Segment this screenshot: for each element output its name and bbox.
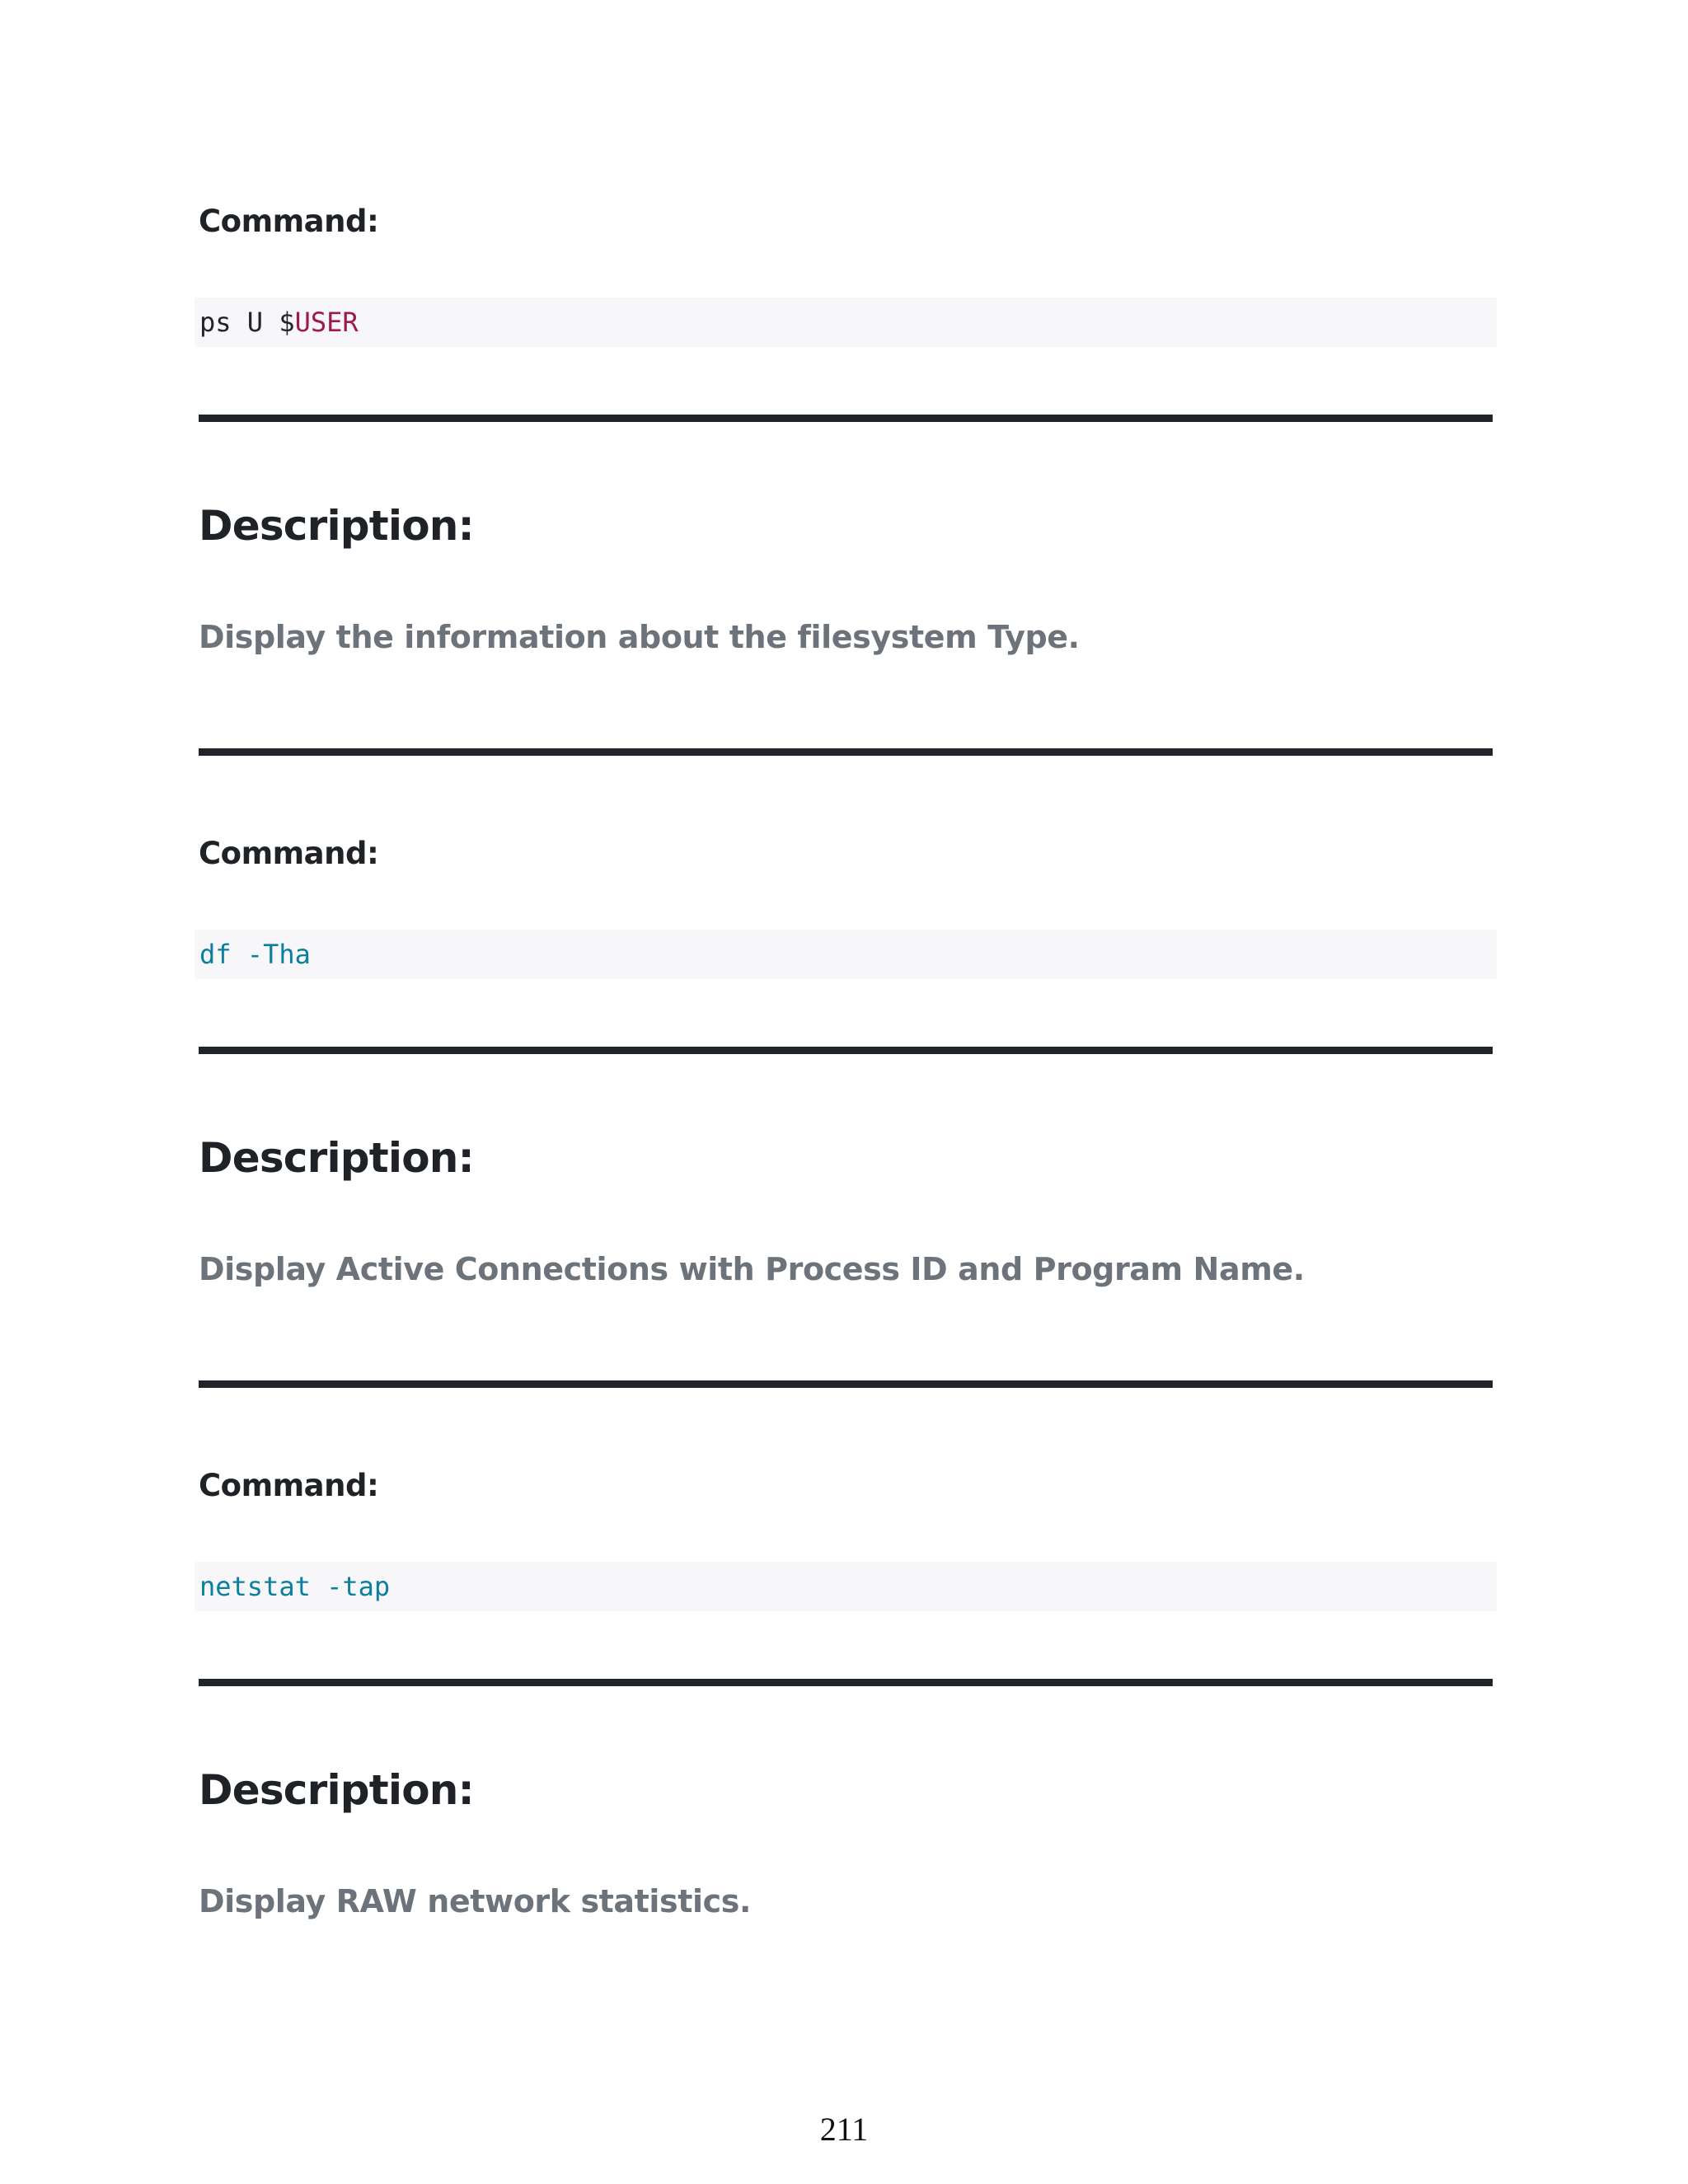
code-block [195, 298, 1497, 347]
code-block [195, 1562, 1497, 1611]
description-heading: Description: [199, 1134, 474, 1182]
code-variable: USER [294, 307, 359, 338]
horizontal-rule [199, 415, 1493, 422]
description-text: Display the information about the filesystem Type. [199, 619, 1080, 655]
command-label: Command: [199, 204, 379, 239]
description-text: Display RAW network statistics. [199, 1883, 752, 1919]
horizontal-rule [199, 1047, 1493, 1054]
code-text: netstat -tap [199, 1571, 391, 1602]
description-heading: Description: [199, 502, 474, 550]
code-text: ps U $ [199, 307, 295, 338]
horizontal-rule [199, 1380, 1493, 1388]
horizontal-rule [199, 1679, 1493, 1686]
code-block [195, 930, 1497, 979]
command-label: Command: [199, 836, 379, 871]
page-number: 211 [819, 2111, 869, 2148]
description-heading: Description: [199, 1766, 474, 1814]
command-label: Command: [199, 1468, 379, 1503]
code-text: df -Tha [199, 939, 311, 970]
horizontal-rule [199, 748, 1493, 756]
description-text: Display Active Connections with Process ID and Program Name. [199, 1251, 1305, 1287]
